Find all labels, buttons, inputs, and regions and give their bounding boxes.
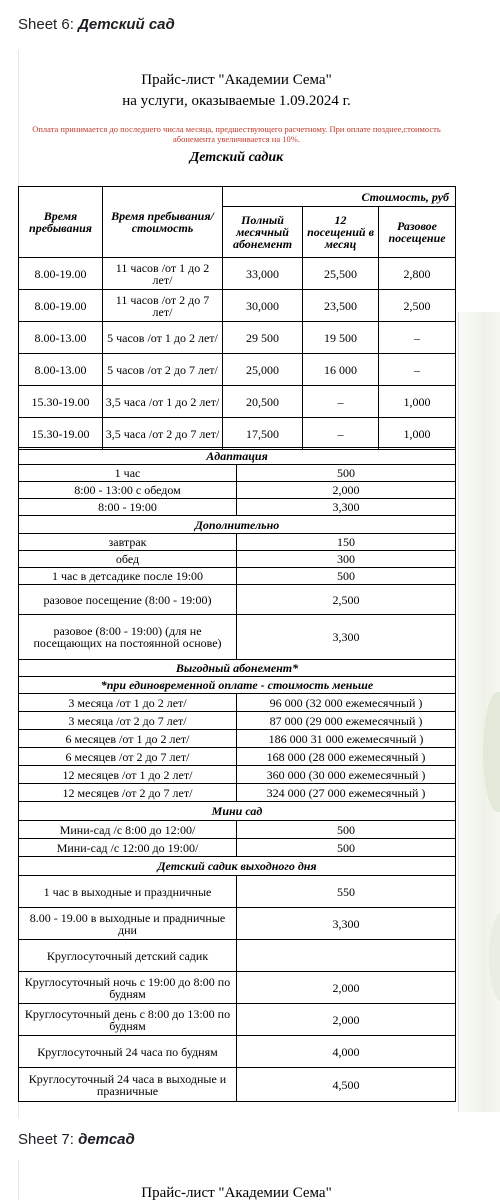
section-subscription: Выгодный абонемент* bbox=[19, 660, 456, 677]
cell-time: 8.00-13.00 bbox=[19, 322, 103, 354]
col-header-12: 12 посещений в месяц bbox=[303, 207, 379, 258]
subscription-note: *при единовременной оплате - стоимость меньше bbox=[19, 677, 456, 694]
cell-single: 1,000 bbox=[379, 386, 456, 418]
cell-stay: 11 часов /от 2 до 7 лет/ bbox=[103, 290, 223, 322]
cell-stay: 3,5 часа /от 1 до 2 лет/ bbox=[103, 386, 223, 418]
row-label: Круглосуточный день с 8:00 до 13:00 по будням bbox=[19, 1004, 237, 1036]
table-row bbox=[19, 354, 456, 386]
row-price: 2,000 bbox=[237, 482, 456, 499]
row-label: 12 месяцев /от 1 до 2 лет/ bbox=[19, 766, 237, 784]
table-row bbox=[19, 748, 456, 766]
row-label: разовое (8:00 - 19:00) (для не посещающих на постоянной основе) bbox=[19, 615, 237, 660]
row-price: 500 bbox=[237, 821, 456, 839]
row-price: 300 bbox=[237, 551, 456, 568]
table-row bbox=[19, 534, 456, 551]
row-price: 96 000 (32 000 ежемесячный ) bbox=[237, 694, 456, 712]
row-label: Круглосуточный 24 часа по будням bbox=[19, 1036, 237, 1068]
cell-time: 15.30-19.00 bbox=[19, 418, 103, 450]
row-price bbox=[237, 940, 456, 972]
row-label: 12 месяцев /от 2 до 7 лет/ bbox=[19, 784, 237, 802]
row-price: 324 000 (27 000 ежемесячный ) bbox=[237, 784, 456, 802]
main-price-table bbox=[18, 186, 456, 450]
cell-time: 8.00-19.00 bbox=[19, 258, 103, 290]
table-row bbox=[19, 1068, 456, 1102]
section-adaptation: Адаптация bbox=[19, 448, 456, 465]
table-row bbox=[19, 499, 456, 516]
row-price: 2,000 bbox=[237, 972, 456, 1004]
row-price: 500 bbox=[237, 465, 456, 482]
cell-twelve: 25,500 bbox=[303, 258, 379, 290]
cell-full: 25,000 bbox=[223, 354, 303, 386]
row-label: Круглосуточный ночь с 19:00 до 8:00 по будням bbox=[19, 972, 237, 1004]
table-row bbox=[19, 482, 456, 499]
row-label: 3 месяца /от 1 до 2 лет/ bbox=[19, 694, 237, 712]
row-price: 4,000 bbox=[237, 1036, 456, 1068]
table-row bbox=[19, 465, 456, 482]
cell-twelve: – bbox=[303, 386, 379, 418]
row-price: 500 bbox=[237, 568, 456, 585]
sheet-6-heading bbox=[18, 16, 175, 33]
row-label: 1 час в детсадике после 19:00 bbox=[19, 568, 237, 585]
row-label: 8:00 - 13:00 с обедом bbox=[19, 482, 237, 499]
price-list-subtitle: на услуги, оказываемые 1.09.2024 г. bbox=[122, 93, 351, 109]
cell-full: 30,000 bbox=[223, 290, 303, 322]
sheet-name: Детский сад bbox=[78, 16, 175, 33]
table-row bbox=[19, 290, 456, 322]
row-price: 500 bbox=[237, 839, 456, 857]
row-price: 186 000 31 000 ежемесячный ) bbox=[237, 730, 456, 748]
table-row bbox=[19, 1004, 456, 1036]
row-label: 3 месяца /от 2 до 7 лет/ bbox=[19, 712, 237, 730]
row-label: 8.00 - 19.00 в выходные и прадничные дни bbox=[19, 908, 237, 940]
cell-stay: 3,5 часа /от 2 до 7 лет/ bbox=[103, 418, 223, 450]
row-price: 4,500 bbox=[237, 1068, 456, 1102]
row-label: Круглосуточный 24 часа в выходные и празничные bbox=[19, 1068, 237, 1102]
col-header-stay: Время пребывания/ стоимость bbox=[103, 187, 223, 258]
row-price: 3,300 bbox=[237, 615, 456, 660]
table-row bbox=[19, 908, 456, 940]
table-row bbox=[19, 972, 456, 1004]
table-row bbox=[19, 839, 456, 857]
row-label: обед bbox=[19, 551, 237, 568]
table-row bbox=[19, 386, 456, 418]
table-row bbox=[19, 940, 456, 972]
row-label: Мини-сад /с 8:00 до 12:00/ bbox=[19, 821, 237, 839]
cell-full: 29 500 bbox=[223, 322, 303, 354]
col-header-full: Полный месячный абонемент bbox=[223, 207, 303, 258]
row-label: разовое посещение (8:00 - 19:00) bbox=[19, 585, 237, 615]
table-row bbox=[19, 821, 456, 839]
col-header-cost: Стоимость, руб bbox=[223, 187, 456, 207]
row-label: Круглосуточный детский садик bbox=[19, 940, 237, 972]
table-row bbox=[19, 712, 456, 730]
table-row bbox=[19, 551, 456, 568]
row-label: 6 месяцев /от 1 до 2 лет/ bbox=[19, 730, 237, 748]
cell-single: – bbox=[379, 322, 456, 354]
cell-twelve: – bbox=[303, 418, 379, 450]
row-price: 2,500 bbox=[237, 585, 456, 615]
cell-stay: 5 часов /от 2 до 7 лет/ bbox=[103, 354, 223, 386]
row-label: Мини-сад /с 12:00 до 19:00/ bbox=[19, 839, 237, 857]
services-table bbox=[18, 447, 456, 1102]
row-price: 168 000 (28 000 ежемесячный ) bbox=[237, 748, 456, 766]
row-label: завтрак bbox=[19, 534, 237, 551]
table-row bbox=[19, 1036, 456, 1068]
cell-twelve: 16 000 bbox=[303, 354, 379, 386]
background-image-edge bbox=[458, 312, 500, 1112]
row-label: 1 час bbox=[19, 465, 237, 482]
col-header-single: Разовое посещение bbox=[379, 207, 456, 258]
row-price: 3,300 bbox=[237, 908, 456, 940]
sheet-7-title: Прайс-лист "Академии Сема" bbox=[141, 1185, 332, 1201]
col-header-time: Время пребывания bbox=[19, 187, 103, 258]
sheet-name: детсад bbox=[78, 1131, 135, 1148]
section-mini: Мини сад bbox=[19, 802, 456, 821]
cell-time: 15.30-19.00 bbox=[19, 386, 103, 418]
section-weekend: Детский садик выходного дня bbox=[19, 857, 456, 876]
cell-time: 8.00-13.00 bbox=[19, 354, 103, 386]
cell-twelve: 23,500 bbox=[303, 290, 379, 322]
cell-full: 20,500 bbox=[223, 386, 303, 418]
row-price: 2,000 bbox=[237, 1004, 456, 1036]
sheet-7-heading bbox=[18, 1131, 135, 1148]
table-row bbox=[19, 585, 456, 615]
cell-full: 33,000 bbox=[223, 258, 303, 290]
section-title: Детский садик bbox=[189, 150, 284, 165]
section-extra: Дополнительно bbox=[19, 516, 456, 534]
table-row bbox=[19, 322, 456, 354]
table-row bbox=[19, 784, 456, 802]
cell-single: – bbox=[379, 354, 456, 386]
price-list-title: Прайс-лист "Академии Сема" bbox=[141, 72, 332, 88]
cell-time: 8.00-19.00 bbox=[19, 290, 103, 322]
row-price: 87 000 (29 000 ежемесячный ) bbox=[237, 712, 456, 730]
row-price: 550 bbox=[237, 876, 456, 908]
row-label: 8:00 - 19:00 bbox=[19, 499, 237, 516]
row-label: 1 час в выходные и праздничные bbox=[19, 876, 237, 908]
cell-single: 1,000 bbox=[379, 418, 456, 450]
cell-full: 17,500 bbox=[223, 418, 303, 450]
table-row bbox=[19, 568, 456, 585]
sheet-number-label: Sheet 7: bbox=[18, 1131, 74, 1148]
cell-single: 2,800 bbox=[379, 258, 456, 290]
cell-stay: 11 часов /от 1 до 2 лет/ bbox=[103, 258, 223, 290]
cell-twelve: 19 500 bbox=[303, 322, 379, 354]
table-row bbox=[19, 258, 456, 290]
row-label: 6 месяцев /от 2 до 7 лет/ bbox=[19, 748, 237, 766]
table-row bbox=[19, 615, 456, 660]
sheet-number-label: Sheet 6: bbox=[18, 16, 74, 33]
row-price: 3,300 bbox=[237, 499, 456, 516]
table-row bbox=[19, 694, 456, 712]
cell-single: 2,500 bbox=[379, 290, 456, 322]
table-row bbox=[19, 418, 456, 450]
payment-note: Оплата принимается до последнего числа месяца, предшествующего расчетному. При оплате позднее,стоимость абонемента увеличивается на 10%. bbox=[32, 124, 441, 144]
table-row bbox=[19, 766, 456, 784]
row-price: 150 bbox=[237, 534, 456, 551]
row-price: 360 000 (30 000 ежемесячный ) bbox=[237, 766, 456, 784]
table-row bbox=[19, 730, 456, 748]
table-row bbox=[19, 876, 456, 908]
cell-stay: 5 часов /от 1 до 2 лет/ bbox=[103, 322, 223, 354]
